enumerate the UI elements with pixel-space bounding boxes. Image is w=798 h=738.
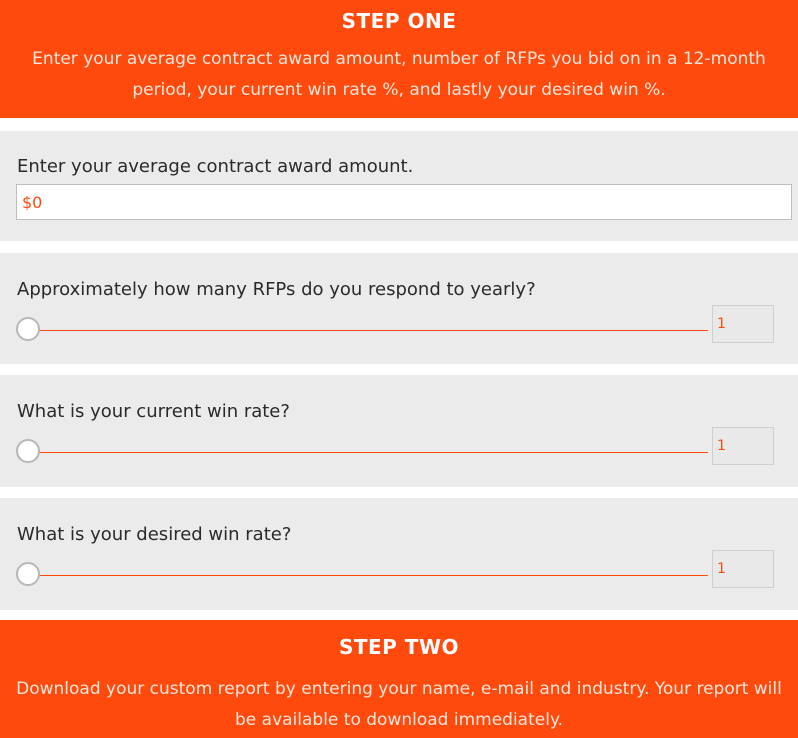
current-win-rate-slider-handle[interactable] [16, 439, 40, 463]
step-two-banner [0, 620, 798, 738]
step-two-line-1: Download your custom report by entering your name, e-mail and industry. Your report will [16, 679, 782, 699]
rfps-yearly-label: Approximately how many RFPs do you respond to yearly? [17, 279, 536, 300]
desired-win-rate-value-input[interactable] [712, 550, 774, 588]
contract-award-panel [0, 131, 798, 241]
rfps-yearly-value-input[interactable] [712, 305, 774, 343]
current-win-rate-slider-track[interactable] [30, 452, 708, 453]
step-two-instructions [0, 674, 798, 736]
desired-win-rate-label: What is your desired win rate? [17, 524, 292, 545]
rfps-yearly-slider-track[interactable] [30, 330, 708, 331]
current-win-rate-panel [0, 375, 798, 487]
step-one-title: STEP ONE [341, 9, 457, 33]
step-one-instructions [8, 44, 790, 106]
rfps-yearly-slider-handle[interactable] [16, 317, 40, 341]
current-win-rate-value-input[interactable] [712, 427, 774, 465]
rfps-yearly-panel [0, 253, 798, 364]
contract-award-label: Enter your average contract award amount. [17, 156, 414, 177]
step-one-banner [0, 0, 798, 118]
step-two-line-2: be available to download immediately. [235, 710, 563, 730]
step-two-title: STEP TWO [338, 635, 460, 659]
step-one-line-2: period, your current win rate %, and lastly your desired win %. [132, 80, 666, 100]
desired-win-rate-slider-handle[interactable] [16, 562, 40, 586]
current-win-rate-label: What is your current win rate? [17, 401, 290, 422]
step-one-line-1: Enter your average contract award amount, number of RFPs you bid on in a 12-month [32, 49, 766, 69]
desired-win-rate-panel [0, 498, 798, 610]
desired-win-rate-slider-track[interactable] [30, 575, 708, 576]
contract-award-input[interactable] [16, 184, 792, 220]
